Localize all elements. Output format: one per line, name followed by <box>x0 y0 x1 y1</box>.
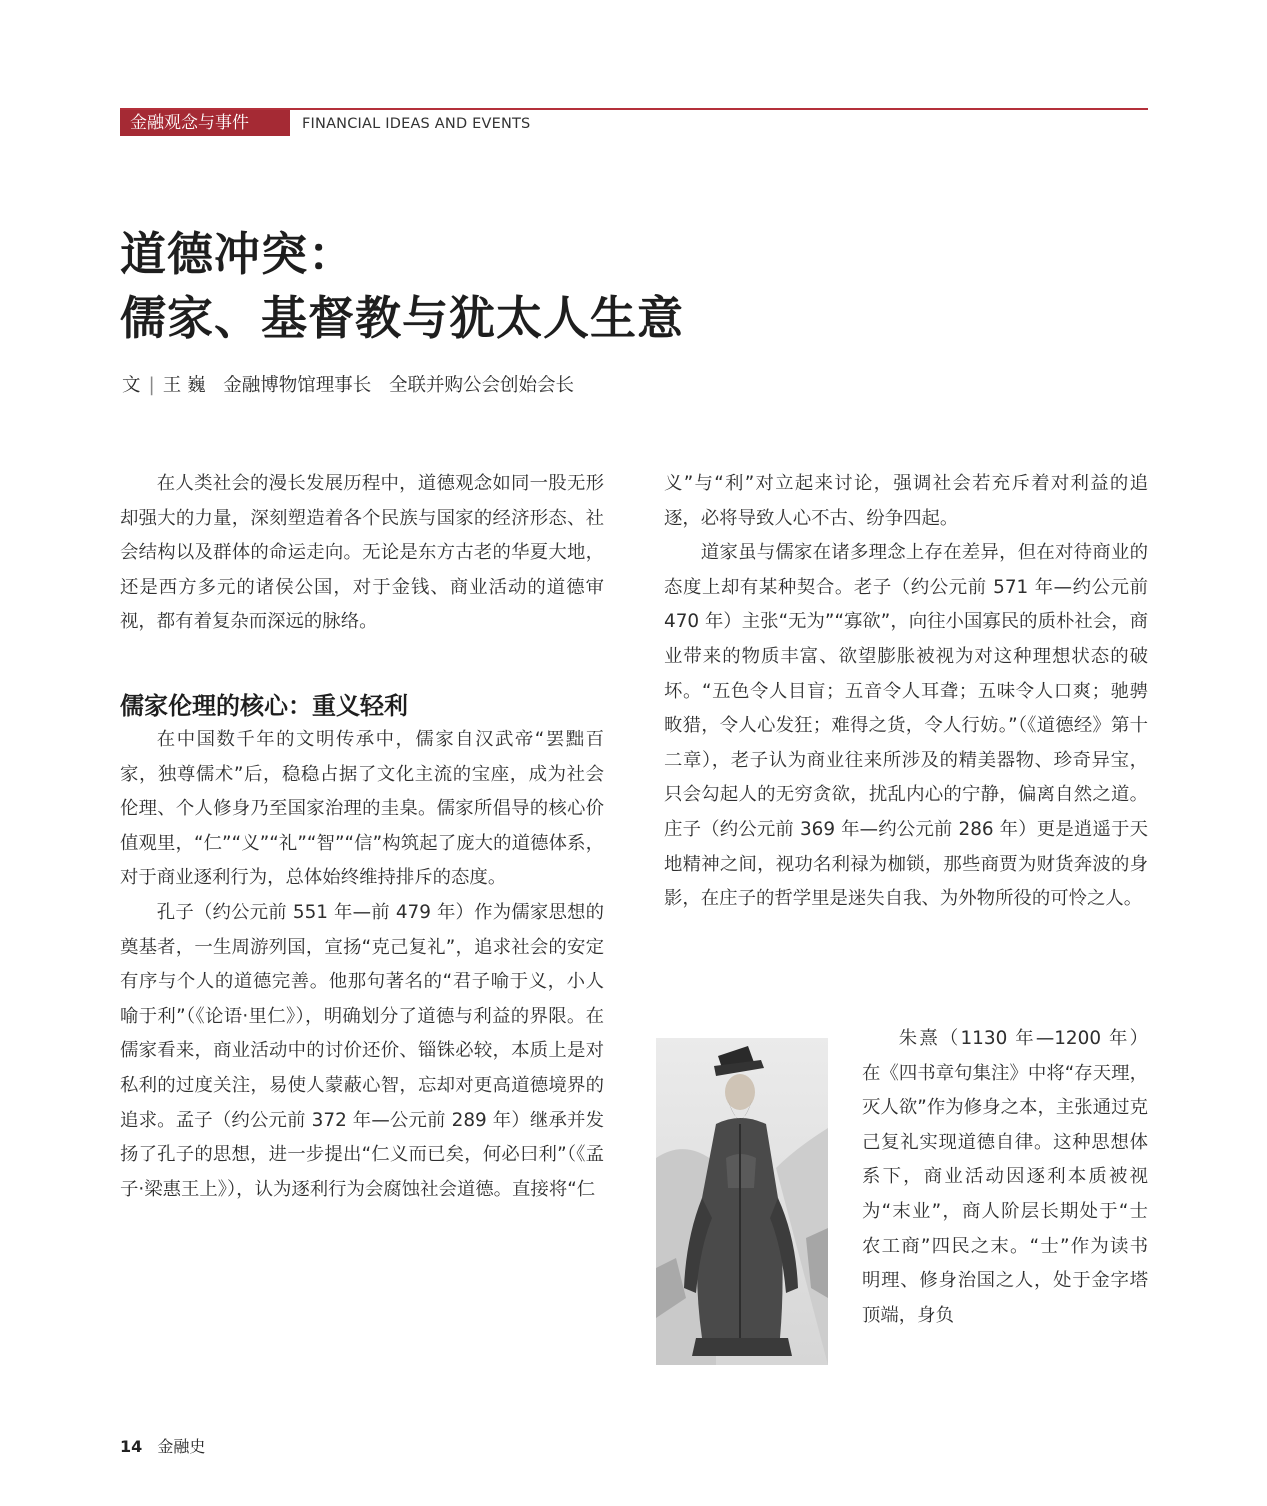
intro-paragraph: 在人类社会的漫长发展历程中，道德观念如同一股无形却强大的力量，深刻塑造着各个民族与国家的经济形态、社会结构以及群体的命运走向。无论是东方古老的华夏大地，还是西方多元的诸侯公国，对于金钱、商业活动的道德审视，都有着复杂而深远的脉络。 <box>120 473 604 633</box>
body-paragraph: 义”与“利”对立起来讨论，强调社会若充斥着对利益的追逐，必将导致人心不古、纷争四起。 <box>664 473 1148 529</box>
body-paragraph: 朱熹（1130 年—1200 年）在《四书章句集注》中将“存天理，灭人欲”作为修身之本，主张通过克己复礼实现道德自律。这种思想体系下，商业活动因逐利本质被视为“末业”，商人阶层长期处于“士农工商”四民之末。“士”作为读书明理、修身治国之人，处于金字塔顶端，身负 <box>862 1028 1148 1326</box>
byline-author: 王 巍 <box>162 375 206 396</box>
left-column <box>120 467 604 1207</box>
article-title <box>120 222 684 350</box>
byline <box>122 374 574 398</box>
byline-title-1: 金融博物馆理事长 <box>223 375 372 396</box>
byline-separator: | <box>148 375 155 396</box>
portrait-figure <box>656 1038 828 1365</box>
right-column <box>664 467 1148 917</box>
page-footer <box>120 1436 205 1458</box>
article-title-line2: 儒家、基督教与犹太人生意 <box>120 291 684 345</box>
section-tag-english: FINANCIAL IDEAS AND EVENTS <box>302 116 531 132</box>
section-header <box>120 108 1148 134</box>
byline-title-2: 全联并购公会创始会长 <box>388 375 574 396</box>
body-paragraph: 道家虽与儒家在诸多理念上存在差异，但在对待商业的态度上却有某种契合。老子（约公元前 571 年—约公元前 470 年）主张“无为”“寡欲”，向往小国寡民的质朴社会，商业带来的物质丰富、欲望膨胀被视为对这种理想状态的破坏。“五色令人目盲；五音令人耳聋；五味令人口爽；驰骋畋猎，令人心发狂；难得之货，令人行妨。”（《道德经》第十二章），老子认为商业往来所涉及的精美器物、珍奇异宝，只会勾起人的无穷贪欲，扰乱内心的宁静，偏离自然之道。庄子（约公元前 369 年—约公元前 286 年）更是逍遥于天地精神之间，视功名利禄为枷锁，那些商贾为财货奔波的身影，在庄子的哲学里是迷失自我、为外物所役的可怜之人。 <box>664 542 1148 910</box>
body-paragraph: 在中国数千年的文明传承中，儒家自汉武帝“罢黜百家，独尊儒术”后，稳稳占据了文化主流的宝座，成为社会伦理、个人修身乃至国家治理的圭臬。儒家所倡导的核心价值观里，“仁”“义”“礼”“智”“信”构筑起了庞大的道德体系，对于商业逐利行为，总体始终维持排斥的态度。 <box>120 728 604 889</box>
byline-label: 文 <box>122 375 141 396</box>
section-heading: 儒家伦理的核心：重义轻利 <box>120 691 408 720</box>
journal-name: 金融史 <box>157 1437 206 1456</box>
body-paragraph: 孔子（约公元前 551 年—前 479 年）作为儒家思想的奠基者，一生周游列国，宣扬“克己复礼”，追求社会的安定有序与个人的道德完善。他那句著名的“君子喻于义，小人喻于利”（《论语·里仁》），明确划分了道德与利益的界限。在儒家看来，商业活动中的讨价还价、锱铢必较，本质上是对私利的过度关注，易使人蒙蔽心智，忘却对更高道德境界的追求。孟子（约公元前 372 年—公元前 289 年）继承并发扬了孔子的思想，进一步提出“仁义而已矣，何必曰利”（《孟子·梁惠王上》），认为逐利行为会腐蚀社会道德。直接将“仁 <box>120 901 604 1200</box>
article-title-line1: 道德冲突： <box>120 227 355 281</box>
section-tag: 金融观念与事件 <box>120 110 290 136</box>
scholar-portrait-image <box>656 1038 828 1365</box>
page-number: 14 <box>120 1437 143 1456</box>
wrapped-text-beside-figure <box>862 1022 1148 1333</box>
